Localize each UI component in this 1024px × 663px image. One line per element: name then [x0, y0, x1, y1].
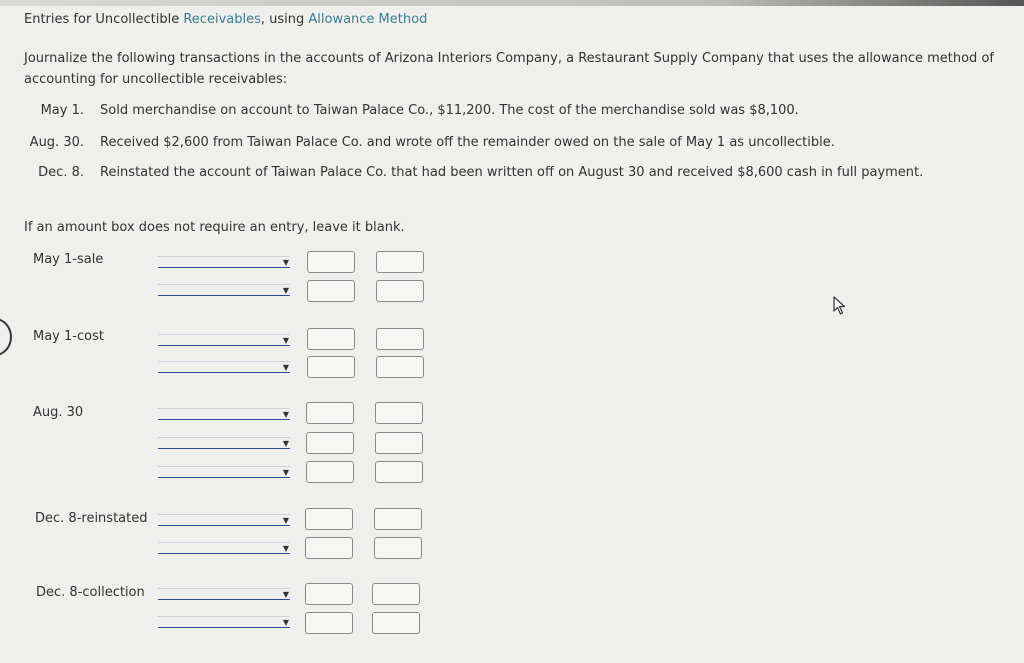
account-select[interactable] — [158, 588, 290, 600]
dropdown-arrow-icon: ▼ — [282, 544, 289, 553]
debit-input[interactable] — [306, 432, 354, 454]
transaction-date: Aug. 30. — [29, 135, 84, 150]
allowance-method-link[interactable]: Allowance Method — [308, 12, 428, 27]
debit-input[interactable] — [307, 280, 355, 302]
dropdown-arrow-icon: ▼ — [282, 516, 289, 525]
dropdown-arrow-icon: ▼ — [282, 286, 289, 295]
debit-input[interactable] — [305, 583, 353, 605]
credit-input[interactable] — [376, 251, 424, 273]
account-select[interactable] — [158, 361, 290, 373]
account-select[interactable] — [158, 437, 290, 449]
account-select[interactable] — [158, 514, 290, 526]
account-select[interactable] — [158, 542, 290, 554]
receivables-link[interactable]: Receivables — [183, 12, 261, 27]
transaction-desc: Reinstated the account of Taiwan Palace Co. that had been written off on August 30 and received $8,600 cash in full payment. — [100, 165, 924, 180]
account-select[interactable] — [158, 256, 290, 268]
entry-label-dec8-reinstated: Dec. 8-reinstated — [35, 511, 148, 526]
dropdown-arrow-icon: ▼ — [282, 468, 289, 477]
credit-input[interactable] — [376, 280, 424, 302]
debit-input[interactable] — [307, 328, 355, 350]
account-select[interactable] — [158, 466, 290, 478]
dropdown-arrow-icon: ▼ — [282, 590, 289, 599]
dropdown-arrow-icon: ▼ — [282, 336, 289, 345]
transaction-date: May 1. — [40, 103, 84, 118]
dropdown-arrow-icon: ▼ — [282, 618, 289, 627]
credit-input[interactable] — [376, 328, 424, 350]
debit-input[interactable] — [306, 461, 354, 483]
entry-label-may1-sale: May 1-sale — [33, 252, 104, 267]
side-curve-decoration — [0, 318, 12, 356]
credit-input[interactable] — [372, 612, 420, 634]
debit-input[interactable] — [307, 356, 355, 378]
credit-input[interactable] — [374, 537, 422, 559]
debit-input[interactable] — [305, 508, 353, 530]
account-select[interactable] — [158, 408, 290, 420]
instructions-text: Journalize the following transactions in the accounts of Arizona Interiors Company, a Restaurant Supply Company that uses the allowance method of accounting for uncollectible receivables: — [24, 51, 994, 87]
instruction-note: If an amount box does not require an entry, leave it blank. — [24, 220, 405, 235]
dropdown-arrow-icon: ▼ — [282, 363, 289, 372]
dropdown-arrow-icon: ▼ — [282, 410, 289, 419]
credit-input[interactable] — [372, 583, 420, 605]
debit-input[interactable] — [307, 251, 355, 273]
credit-input[interactable] — [374, 508, 422, 530]
debit-input[interactable] — [305, 612, 353, 634]
debit-input[interactable] — [306, 402, 354, 424]
dropdown-arrow-icon: ▼ — [282, 439, 289, 448]
credit-input[interactable] — [375, 432, 423, 454]
debit-input[interactable] — [305, 537, 353, 559]
credit-input[interactable] — [375, 402, 423, 424]
transaction-date: Dec. 8. — [38, 165, 84, 180]
account-select[interactable] — [158, 334, 290, 346]
credit-input[interactable] — [376, 356, 424, 378]
account-select[interactable] — [158, 284, 290, 296]
mouse-cursor-icon — [832, 296, 848, 316]
transaction-desc: Received $2,600 from Taiwan Palace Co. and wrote off the remainder owed on the sale of May 1 as uncollectible. — [100, 135, 835, 150]
credit-input[interactable] — [375, 461, 423, 483]
account-select[interactable] — [158, 616, 290, 628]
entry-label-aug-30: Aug. 30 — [33, 405, 84, 420]
window-top-bar — [0, 0, 1024, 6]
transaction-desc: Sold merchandise on account to Taiwan Palace Co., $11,200. The cost of the merchandise sold was $8,100. — [100, 103, 799, 118]
page-title: Entries for Uncollectible Receivables, using Allowance Method — [24, 12, 428, 27]
entry-label-may1-cost: May 1-cost — [33, 329, 104, 344]
entry-label-dec8-collection: Dec. 8-collection — [36, 585, 145, 600]
dropdown-arrow-icon: ▼ — [282, 258, 289, 267]
